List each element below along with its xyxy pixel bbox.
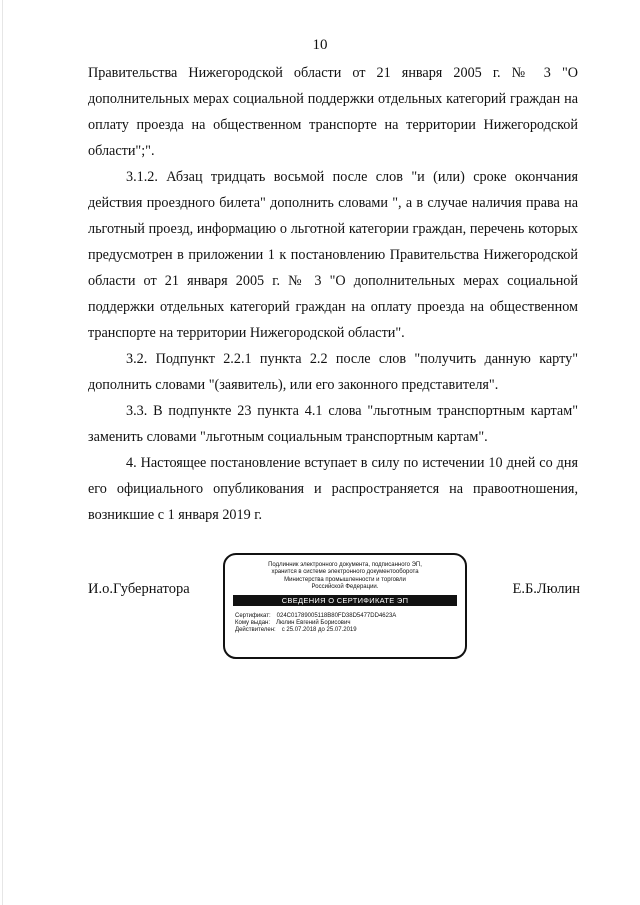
certificate-label: Сертификат: [235, 612, 271, 619]
stamp-header-line: Министерства промышленности и торговли [284, 576, 406, 583]
stamp-header [225, 562, 465, 592]
certificate-value: 024C01789005118B80FD38D5477DD4623A [276, 612, 397, 619]
valid-value: с 25.07.2018 до 25.07.2019 [281, 627, 357, 634]
page-number: 10 [312, 37, 328, 53]
certificate-row [235, 613, 455, 620]
paragraph-3-2: 3.2. Подпункт 2.2.1 пункта 2.2 после слов "получить данную карту" дополнить словами "(заявитель), или его законного представителя". [88, 351, 578, 393]
paragraph-3-3: 3.3. В подпункте 23 пункта 4.1 слова "льготным транспортным картам" заменить словами "льготным социальным транспортным картам". [88, 403, 578, 445]
issued-to-value: Люлин Евгений Борисович [276, 620, 351, 627]
paragraph-4: 4. Настоящее постановление вступает в силу по истечении 10 дней со дня его официального опубликования и распространяется на правоотношения, возникшие с 1 января 2019 г. [88, 455, 578, 523]
stamp-header-line: хранится в системе электронного документооборота [271, 569, 419, 576]
signatory-name: Е.Б.Люлин [512, 581, 580, 597]
stamp-details [235, 613, 455, 635]
electronic-signature-stamp [223, 553, 467, 659]
stamp-title-bar: СВЕДЕНИЯ О СЕРТИФИКАТЕ ЭП [233, 595, 457, 606]
stamp-header-line: Российской Федерации. [311, 584, 379, 591]
valid-label: Действителен: [235, 627, 276, 634]
paragraph-3-1-2: 3.1.2. Абзац тридцать восьмой после слов "и (или) сроке окончания действия проездного билета" дополнить словами ", а в случае наличия права на льготный проезд, информацию о льготной категории граждан, перечень которых предусмотрен в приложении 1 к постановлению Правительства Нижегородской области от 21 января 2005 г. № 3 "О дополнительных мерах социальной поддержки отдельных категорий граждан на оплату проезда на общественном транспорте на территории Нижегородской области". [88, 169, 578, 341]
page-edge-line [2, 0, 3, 905]
stamp-header-line: Подлинник электронного документа, подписанного ЭП, [268, 562, 422, 568]
issued-to-label: Кому выдан: [235, 620, 271, 627]
paragraph-continuation: Правительства Нижегородской области от 21 января 2005 г. № 3 "О дополнительных мерах социальной поддержки отдельных категорий граждан на оплату проезда на общественном транспорте на территории Нижегородской области";". [88, 65, 578, 159]
valid-row [235, 627, 455, 634]
document-body [88, 60, 578, 528]
signatory-title: И.о.Губернатора [88, 581, 190, 597]
